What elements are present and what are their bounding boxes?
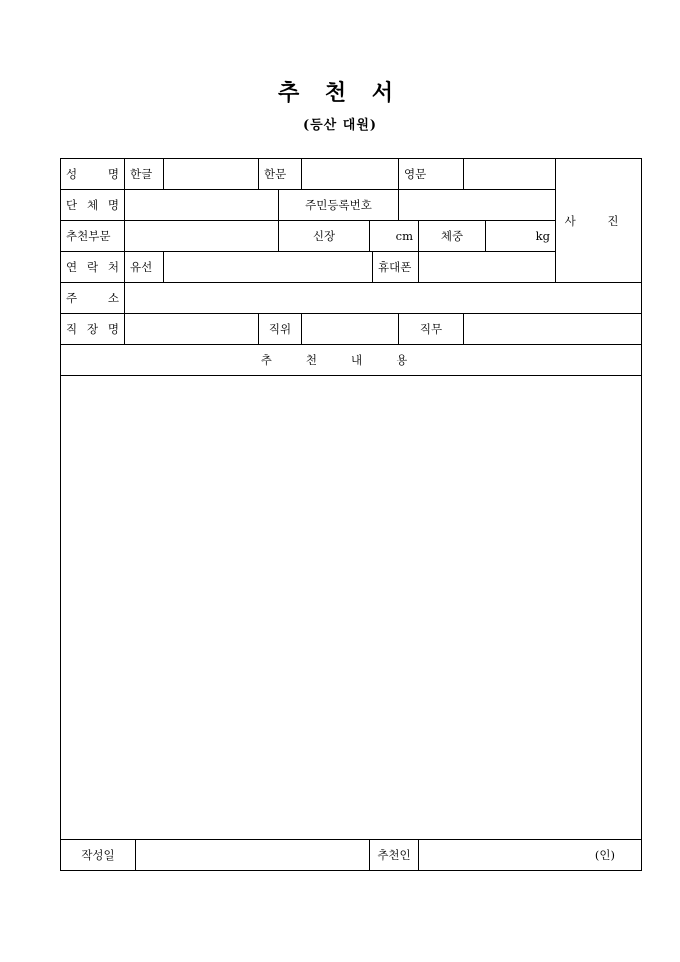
weight-field[interactable] (486, 221, 556, 252)
document-title: 추 천 서 (277, 80, 403, 106)
organization-field[interactable] (125, 190, 279, 221)
hangul-label: 한글 (125, 159, 164, 190)
resident-number-field[interactable] (399, 190, 556, 221)
recommender-field[interactable] (419, 840, 642, 871)
recommendation-form (60, 158, 642, 871)
recommendation-content-title: 추천내용 (61, 345, 642, 376)
date-field[interactable] (136, 840, 370, 871)
position-label: 직위 (259, 314, 302, 345)
recommendation-content-field[interactable] (61, 376, 642, 840)
seal-mark: (인) (594, 848, 615, 862)
workplace-field[interactable] (125, 314, 259, 345)
weight-unit: kg (535, 229, 550, 243)
hanmun-name-field[interactable] (302, 159, 399, 190)
name-row (61, 159, 642, 190)
address-label: 주 소 (61, 283, 125, 314)
height-label: 신장 (279, 221, 370, 252)
landline-label: 유선 (125, 252, 164, 283)
workplace-label: 직 장 명 (61, 314, 125, 345)
name-label: 성 명 (61, 159, 125, 190)
mobile-field[interactable] (419, 252, 556, 283)
duty-field[interactable] (464, 314, 642, 345)
weight-label: 체중 (419, 221, 486, 252)
department-row (61, 221, 642, 252)
landline-field[interactable] (164, 252, 373, 283)
duty-label: 직무 (399, 314, 464, 345)
workplace-row (61, 314, 642, 345)
recommendation-content-row (61, 376, 642, 840)
hangul-name-field[interactable] (164, 159, 259, 190)
footer-row (61, 840, 642, 871)
department-field[interactable] (125, 221, 279, 252)
contact-row (61, 252, 642, 283)
hanmun-label: 한문 (259, 159, 302, 190)
contact-label: 연 락 처 (61, 252, 125, 283)
date-label: 작성일 (61, 840, 136, 871)
department-label: 추천부문 (61, 221, 125, 252)
height-field[interactable] (370, 221, 419, 252)
english-label: 영문 (399, 159, 464, 190)
address-row (61, 283, 642, 314)
resident-number-label: 주민등록번호 (279, 190, 399, 221)
organization-row (61, 190, 642, 221)
recommender-label: 추천인 (370, 840, 419, 871)
english-name-field[interactable] (464, 159, 556, 190)
photo-box[interactable]: 사 진 (556, 159, 642, 283)
address-field[interactable] (125, 283, 642, 314)
mobile-label: 휴대폰 (373, 252, 419, 283)
recommendation-content-header-row (61, 345, 642, 376)
organization-label: 단 체 명 (61, 190, 125, 221)
position-field[interactable] (302, 314, 399, 345)
document-subtitle: (등산 대원) (302, 118, 378, 133)
height-unit: cm (395, 229, 413, 243)
